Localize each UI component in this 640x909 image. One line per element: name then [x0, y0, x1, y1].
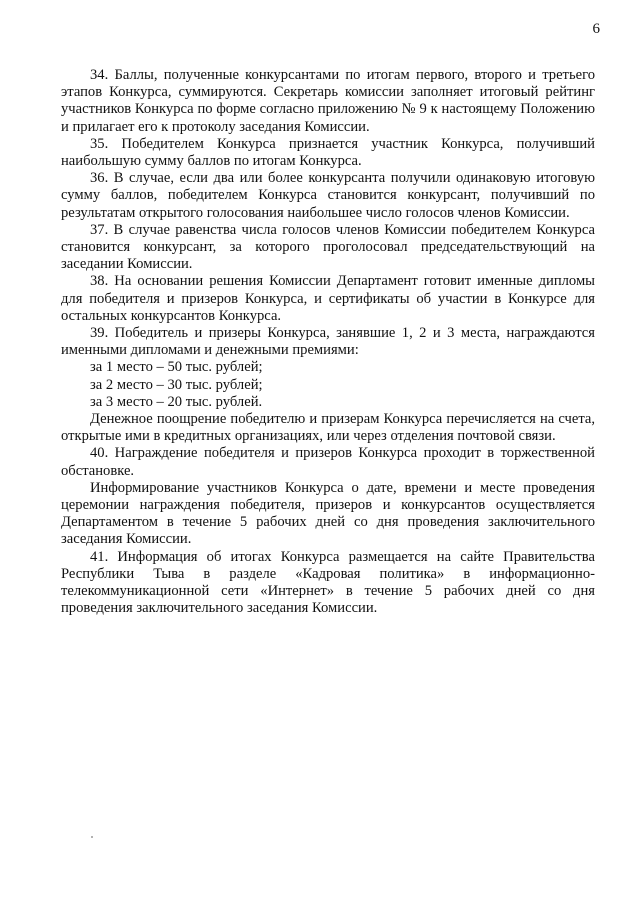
prize-first-place: за 1 место – 50 тыс. рублей; [90, 359, 263, 376]
paragraph-41: 41. Информация об итогах Конкурса размещается на сайте Правительства Республики Тыва в разделе «Кадровая политика» в информационно-телекоммуникационной сети «Интернет» в течение 5 рабочих дней со дня проведения заключительного заседания Комиссии. [61, 548, 595, 617]
paragraph-38: 38. На основании решения Комиссии Департамент готовит именные дипломы для победителя и призеров Конкурса, и сертификаты об участии в Конкурсе для остальных конкурсантов Конкурса. [61, 273, 595, 324]
prize-second-place: за 2 место – 30 тыс. рублей; [90, 376, 263, 393]
paragraph-35: 35. Победителем Конкурса признается участник Конкурса, получивший наибольшую сумму баллов по итогам Конкурса. [61, 135, 595, 170]
page-number: 6 [592, 21, 600, 37]
paragraph-39: 39. Победитель и призеры Конкурса, занявшие 1, 2 и 3 места, награждаются именными дипломами и денежными премиями: [61, 325, 595, 359]
paragraph-informing: Информирование участников Конкурса о дате, времени и месте проведения церемонии награждения победителя, призеров и конкурсантов осуществляется Департаментом в течение 5 рабочих дней со дня проведения заключительного заседания Комиссии. [61, 479, 595, 548]
paragraph-payment: Денежное поощрение победителю и призерам Конкурса перечисляется на счета, открытые ими в кредитных организациях, или через отделения почтовой связи. [61, 411, 595, 445]
scan-speck [91, 836, 93, 838]
paragraph-36: 36. В случае, если два или более конкурсанта получили одинаковую итоговую сумму баллов, победителем Конкурса становится конкурсант, получивший по результатам открытого голосования наибольшее число голосов членов Комиссии. [61, 170, 595, 221]
paragraph-34: 34. Баллы, полученные конкурсантами по итогам первого, второго и третьего этапов Конкурса, суммируются. Секретарь комиссии заполняет итоговый рейтинг участников Конкурса по форме согласно приложению № 9 к настоящему Положению и прилагает его к протоколу заседания Комиссии. [61, 67, 595, 135]
prize-third-place: за 3 место – 20 тыс. рублей. [90, 393, 263, 410]
document-body [61, 67, 595, 618]
paragraph-37: 37. В случае равенства числа голосов членов Комиссии победителем Конкурса становится конкурсант, за которого проголосовал председательствующий на заседании Комиссии. [61, 221, 595, 273]
paragraph-40: 40. Награждение победителя и призеров Конкурса проходит в торжественной обстановке. [61, 445, 595, 479]
